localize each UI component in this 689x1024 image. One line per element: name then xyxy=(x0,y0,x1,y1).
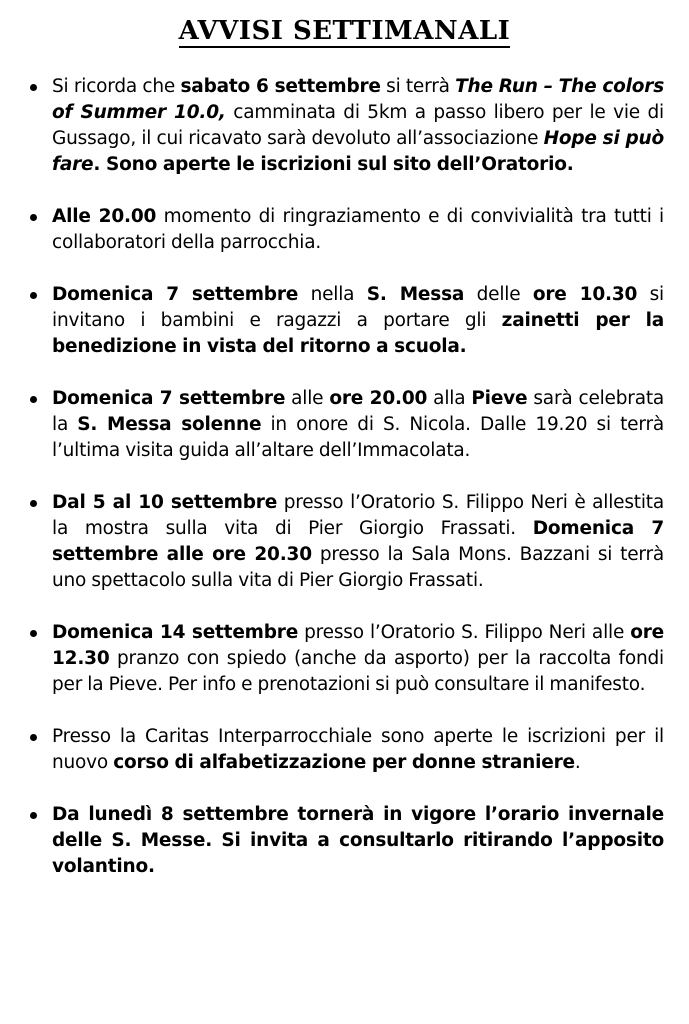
notice-text: delle xyxy=(464,284,533,305)
notice-text: alle xyxy=(285,388,330,409)
bullet-icon xyxy=(30,630,37,637)
notice-date: Domenica 14 settembre xyxy=(52,622,299,643)
notice-text: si invitano i bambini e ragazzi a portare gli xyxy=(52,284,664,331)
bullet-icon xyxy=(30,812,37,819)
notice-date: Domenica 7 settembre alle ore 20.30 xyxy=(52,518,664,565)
notice-list xyxy=(24,74,664,880)
notice-frassati-exhibition xyxy=(24,490,664,594)
notice-time: ore 10.30 xyxy=(532,284,638,305)
page-title-text: AVVISI SETTIMANALI xyxy=(178,16,511,46)
notice-text: . xyxy=(574,752,581,773)
notice-highlight: zainetti per la benedizione in vista del ritorno a scuola. xyxy=(52,310,664,357)
notice-spit-lunch xyxy=(24,620,664,698)
notice-highlight: Pieve xyxy=(471,388,528,409)
bullet-icon xyxy=(30,292,37,299)
bullet-icon xyxy=(30,84,37,91)
bullet-icon xyxy=(30,214,37,221)
notice-text: sarà celebrata la xyxy=(52,388,665,435)
association-name-text: Hope si può fare xyxy=(52,128,665,175)
notice-text: presso l’Oratorio S. Filippo Neri alle xyxy=(298,622,631,643)
notice-text: presso la Sala Mons. Bazzani si terrà uno spettacolo sulla vita di Pier Giorgio Frassati. xyxy=(52,544,664,591)
event-name-text: The Run – The colors of Summer 10.0, xyxy=(52,76,665,123)
notice-date: sabato 6 settembre xyxy=(180,76,381,97)
notice-date: Domenica 7 settembre xyxy=(52,388,286,409)
notice-backpack-blessing xyxy=(24,282,664,360)
notice-text: si terrà xyxy=(380,76,456,97)
notice-highlight: . Sono aperte le iscrizioni sul sito dell’Oratorio. xyxy=(93,154,574,175)
notice-date: Dal 5 al 10 settembre xyxy=(52,492,278,513)
page-title xyxy=(0,14,689,48)
notice-time: ore 12.30 xyxy=(52,622,664,669)
notice-highlight: S. Messa xyxy=(366,284,465,305)
notice-text: presso l’Oratorio S. Filippo Neri è allestita la mostra sulla vita di Pier Giorgio Frassati. xyxy=(52,492,664,539)
notice-time: ore 20.00 xyxy=(329,388,428,409)
notice-highlight: corso di alfabetizzazione per donne straniere xyxy=(113,752,575,773)
notice-text: alla xyxy=(427,388,472,409)
bullet-icon xyxy=(30,396,37,403)
notice-text: Si ricorda che xyxy=(52,76,181,97)
notice-highlight: Da lunedì 8 settembre tornerà in vigore l’orario invernale delle S. Messe. Si invita a consultarlo ritirando l’apposito volantino. xyxy=(52,804,664,877)
notice-text: Presso la Caritas Interparrocchiale sono aperte le iscrizioni per il nuovo xyxy=(52,726,664,773)
notice-highlight: S. Messa solenne xyxy=(77,414,262,435)
notice-text: pranzo con spiedo (anche da asporto) per la raccolta fondi per la Pieve. Per info e prenotazioni si può consultare il manifesto. xyxy=(52,648,664,695)
notice-thanks-evening xyxy=(24,204,664,256)
notice-time: Alle 20.00 xyxy=(52,206,157,227)
notice-solemn-mass xyxy=(24,386,664,464)
bullet-icon xyxy=(30,734,37,741)
notice-winter-schedule xyxy=(24,802,664,880)
notice-the-run xyxy=(24,74,664,178)
notice-text: in onore di S. Nicola. Dalle 19.20 si terrà l’ultima visita guida all’altare dell’Immacolata. xyxy=(52,414,664,461)
notice-literacy-course xyxy=(24,724,664,776)
notice-date: Domenica 7 settembre xyxy=(52,284,299,305)
bullet-icon xyxy=(30,500,37,507)
notice-text: camminata di 5km a passo libero per le vie di Gussago, il cui ricavato sarà devoluto all’associazione xyxy=(52,102,664,149)
notice-text: nella xyxy=(298,284,367,305)
notice-text: momento di ringraziamento e di convivialità tra tutti i collaboratori della parrocchia. xyxy=(52,206,664,253)
